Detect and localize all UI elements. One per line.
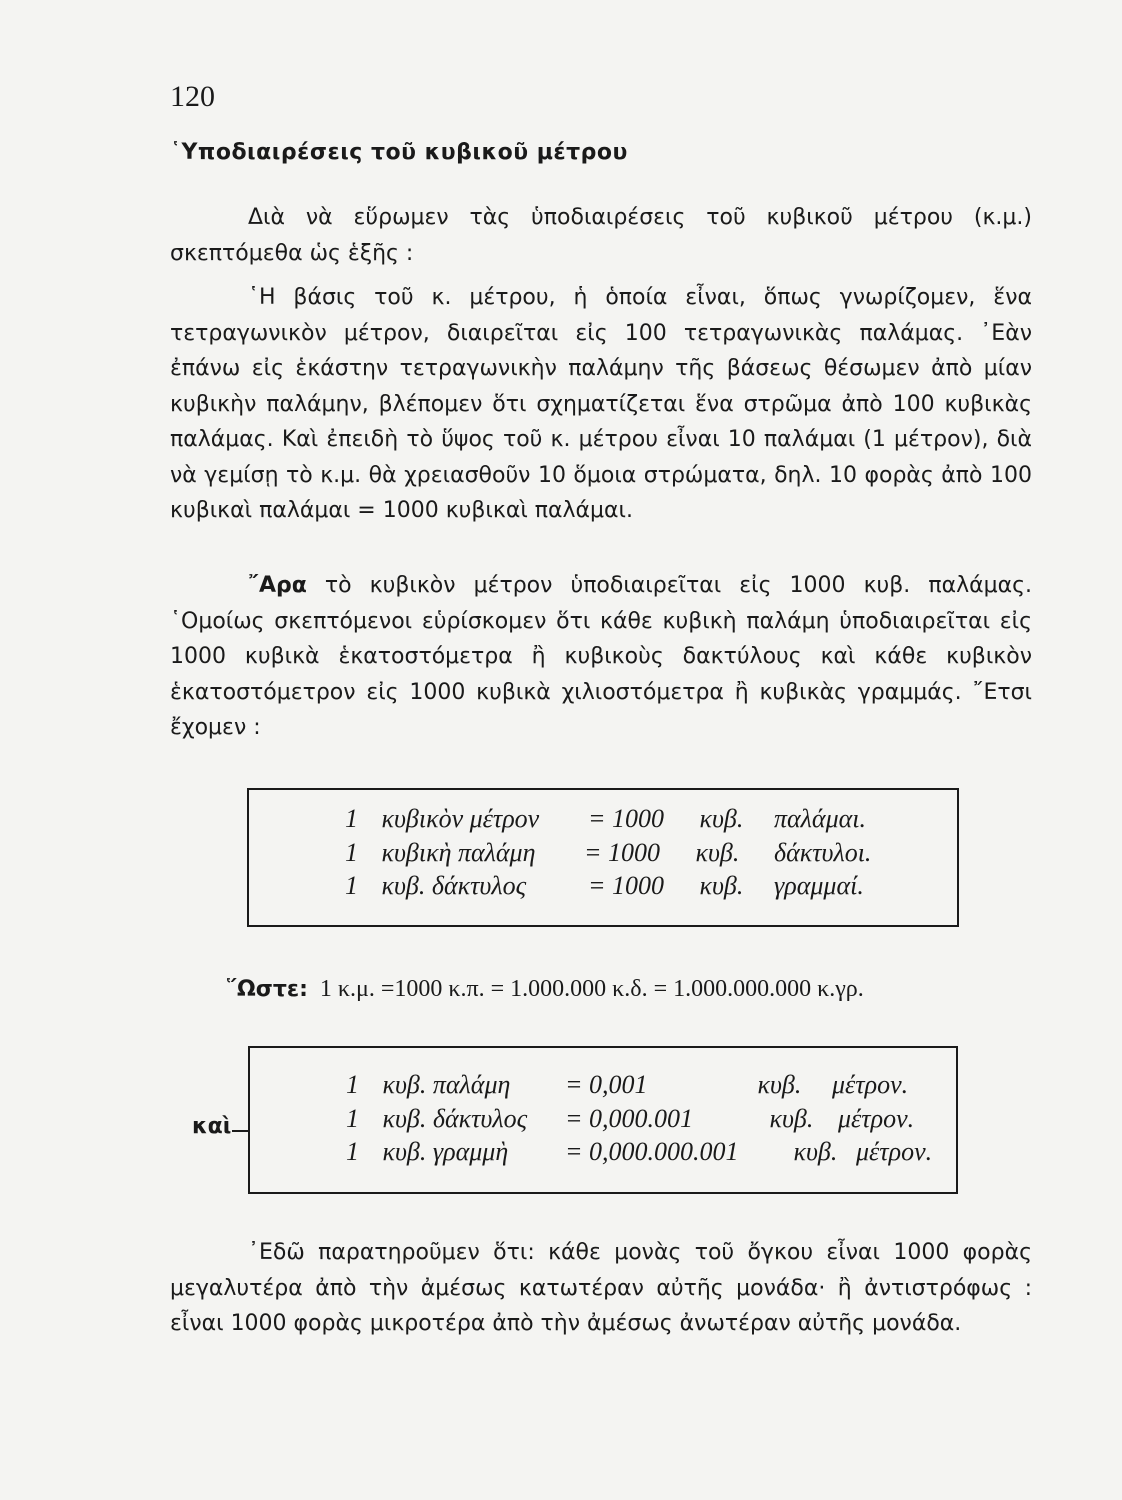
paragraph-base-explanation: ῾Η βάσις τοῦ κ. μέτρου, ἡ ὁποία εἶναι, ὅπως γνωρίζομεν, ἕνα τετραγωνικὸν μέτρον, διαιρεῖται εἰς 100 τετραγωνικὰς παλάμας. ᾿Εὰν ἐπάνω εἰς ἑκάστην τετραγωνικὴν παλάμην τῆς βάσεως θέσωμεν ἀπὸ μίαν κυβικὴν παλάμην, βλέπομεν ὅτι σχηματίζεται ἕνα στρῶμα ἀπὸ 100 κυβικὰς παλάμας. Καὶ ἐπειδὴ τὸ ὕψος τοῦ κ. μέτρου εἶναι 10 παλάμαι (1 μέτρον), διὰ νὰ γεμίσῃ τὸ κ.μ. θὰ χρειασθοῦν 10 ὅμοια στρώματα, δηλ. 10 φορὰς ἀπὸ 100 κυβικαὶ παλάμαι = 1000 κυβικαὶ παλάμαι.: [170, 285, 1032, 523]
row-count: 1: [346, 1070, 359, 1099]
row-count: 1: [345, 871, 358, 900]
row-unit: κυβ. παλάμη: [382, 1070, 511, 1099]
row-abbr: κυβ.: [699, 804, 744, 833]
table-row: [345, 804, 957, 838]
page-number: 120: [170, 80, 215, 113]
row-unit: κυβικὸν μέτρον: [381, 804, 540, 833]
table-row: [346, 1070, 956, 1104]
row-value: = 1000: [588, 871, 665, 900]
row-abbr: κυβ.: [699, 871, 744, 900]
row-target: μέτρον.: [832, 1070, 909, 1099]
row-count: 1: [346, 1103, 359, 1133]
row-value: = 1000: [588, 804, 665, 833]
row-count: 1: [345, 837, 358, 867]
paragraph-conclusion-body: τὸ κυβικὸν μέτρον ὑποδιαιρεῖται εἰς 1000 κυβ. παλάμας. ῾Ομοίως σκεπτόμενοι εὑρίσκομεν ὅτι κάθε κυβικὴ παλάμη ὑποδιαιρεῖται εἰς 1000 κυβικὰ ἑκατοστόμετρα ἢ κυβικοὺς δακτύλους καὶ κάθε κυβικὸν ἑκατοστόμετρον εἰς 1000 κυβικὰ χιλιοστόμετρα ἢ κυβικὰς γραμμάς. ῎Ετσι ἔχομεν :: [170, 573, 1032, 740]
row-unit: κυβ. δάκτυλος: [382, 1103, 528, 1133]
conversion-box-multiples: [247, 788, 959, 927]
row-count: 1: [345, 804, 358, 833]
row-abbr: κυβ.: [695, 837, 740, 867]
row-value: = 0,000.000.001: [565, 1137, 739, 1166]
row-count: 1: [346, 1137, 359, 1166]
kai-connector: [232, 1130, 248, 1132]
table-row: [345, 871, 957, 905]
kai-label: καὶ: [192, 1114, 232, 1139]
paragraph-conclusion: [170, 568, 1032, 746]
paragraph-conclusion-lead: ῎Αρα: [248, 573, 307, 598]
row-unit: κυβικὴ παλάμη: [381, 837, 536, 867]
row-abbr: κυβ.: [769, 1103, 814, 1133]
row-target: παλάμαι.: [774, 804, 867, 833]
table-row: [345, 838, 957, 872]
paragraph-observation: ᾿Εδῶ παρατηροῦμεν ὅτι: κάθε μονὰς τοῦ ὄγκου εἶναι 1000 φορὰς μεγαλυτέρα ἀπὸ τὴν ἀμέσως κατωτέραν αὐτῆς μονάδα· ἢ ἀντιστρόφως : εἶναι 1000 φορὰς μικροτέρα ἀπὸ τὴν ἀμέσως ἀνωτέραν αὐτῆς μονάδα.: [170, 1240, 1032, 1336]
conversion-box-fractions: [248, 1046, 958, 1194]
row-value: = 1000: [584, 837, 661, 867]
section-heading: ῾Υποδιαιρέσεις τοῦ κυβικοῦ μέτρου: [170, 140, 628, 165]
table-row: [346, 1104, 956, 1138]
row-abbr: κυβ.: [793, 1137, 838, 1166]
summary-equation: 1 κ.μ. =1000 κ.π. = 1.000.000 κ.δ. = 1.000.000.000 κ.γρ.: [319, 976, 864, 1002]
row-unit: κυβ. δάκτυλος: [381, 871, 527, 900]
row-unit: κυβ. γραμμὴ: [382, 1137, 509, 1166]
summary-lead: ῞Ωστε:: [226, 977, 308, 1002]
row-target: μέτρον.: [838, 1103, 915, 1133]
row-target: δάκτυλοι.: [774, 837, 872, 867]
paragraph-intro: Διὰ νὰ εὕρωμεν τὰς ὑποδιαιρέσεις τοῦ κυβικοῦ μέτρου (κ.μ.) σκεπτόμεθα ὡς ἑξῆς :: [170, 205, 1032, 266]
table-row: [346, 1137, 956, 1171]
row-value: = 0,000.001: [565, 1103, 694, 1133]
row-target: μέτρον.: [856, 1137, 933, 1166]
summary-line: [226, 976, 864, 1003]
row-value: = 0,001: [565, 1070, 648, 1099]
row-abbr: κυβ.: [757, 1070, 802, 1099]
row-target: γραμμαί.: [774, 871, 864, 900]
